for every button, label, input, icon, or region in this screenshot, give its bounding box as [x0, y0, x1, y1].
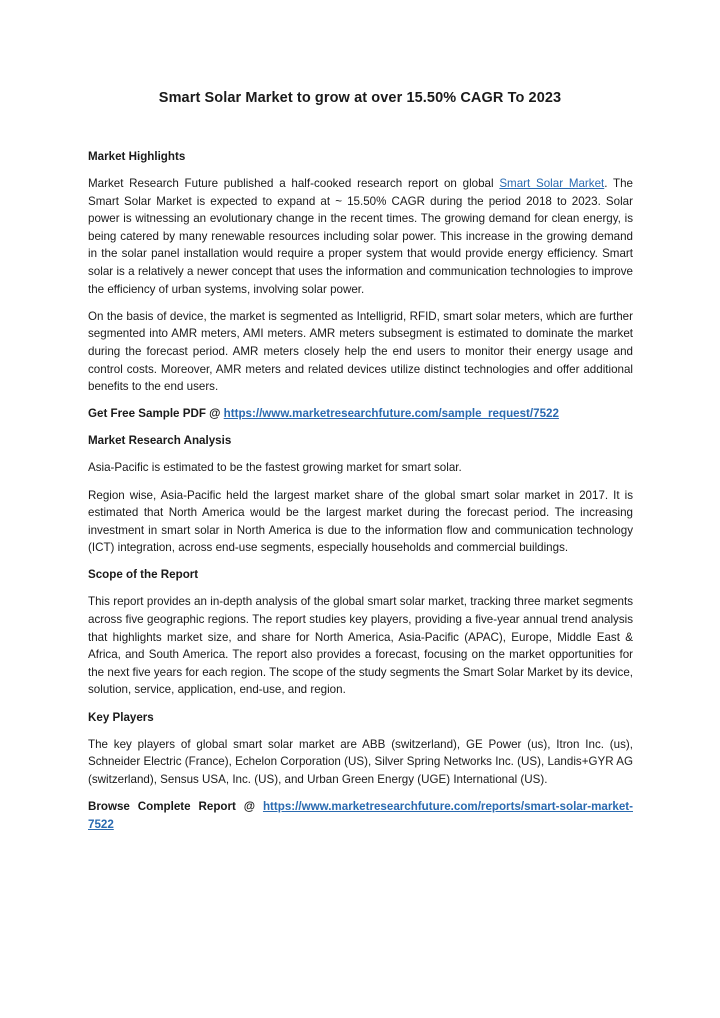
section-heading-scope: Scope of the Report [88, 568, 199, 582]
sample-pdf-link[interactable]: https://www.marketresearchfuture.com/sample_request/7522 [223, 407, 559, 421]
section-heading-research-analysis: Market Research Analysis [88, 434, 232, 448]
paragraph-analysis-summary: Asia-Pacific is estimated to be the fastest growing market for smart solar. [88, 461, 462, 475]
paragraph-key-players: The key players of global smart solar market are ABB (switzerland), GE Power (us), Itron Inc. (us), Schneider Electric (France), Echelon Corporation (US), Silver Spring Networks Inc. (US), Landis+GYR AG (switzerland), Sensus USA, Inc. (US), and Urban Green Energy (UGE) International (US). [88, 737, 633, 786]
paragraph-highlights-intro [88, 175, 633, 298]
paragraph-text: Market Research Future published a half-cooked research report on global [88, 177, 500, 191]
paragraph-text: . The Smart Solar Market is expected to expand at ~ 15.50% CAGR during the period 2018 to 2023. Solar power is witnessing an evolutionary change in the recent times. The growing demand for clean energy, is being catered by many renewable resources including solar power. This increase in the growing demand in the solar panel installation would require a proper system that would provide energy efficiency. Smart solar is a relatively a newer concept that uses the information and communication technologies to improve the efficiency of urban systems, involving solar power. [88, 177, 633, 296]
page-title: Smart Solar Market to grow at over 15.50% CAGR To 2023 [158, 90, 562, 106]
smart-solar-market-link[interactable]: Smart Solar Market [499, 177, 605, 191]
browse-report-line [88, 798, 633, 833]
paragraph-device-segmentation: On the basis of device, the market is segmented as Intelligrid, RFID, smart solar meters, which are further segmented into AMR meters, AMI meters. AMR meters subsegment is estimated to dominate the market during the forecast period. AMR meters closely help the end users to monitor their energy usage and control costs. Moreover, AMR meters and related devices utilize distinct technologies and offer additional benefits to the end users. [88, 309, 633, 394]
paragraph-scope: This report provides an in-depth analysis of the global smart solar market, tracking three market segments across five geographic regions. The report studies key players, providing a five-year annual trend analysis that highlights market size, and share for North America, Asia-Pacific (APAC), Europe, Middle East & Africa, and South America. The report also provides a forecast, focusing on the market opportunities for the next five years for each region. The scope of the study segments the Smart Solar Market by its device, solution, service, application, end-use, and region. [88, 595, 633, 697]
paragraph-analysis-regions: Region wise, Asia-Pacific held the largest market share of the global smart solar market in 2017. It is estimated that North America would be the largest market during the forecast period. The increasing investment in smart solar in North America is due to the information flow and communication technology (ICT) integration, across end-use segments, especially households and commercial buildings. [88, 488, 633, 555]
section-heading-key-players: Key Players [88, 710, 154, 724]
browse-report-label: Browse Complete Report @ [88, 799, 263, 813]
section-heading-market-highlights: Market Highlights [88, 150, 186, 163]
browse-report-link[interactable]: https://www.marketresearchfuture.com/reports/smart-solar-market-7522 [88, 799, 633, 831]
document-body [88, 148, 633, 843]
sample-pdf-line [88, 405, 633, 423]
sample-pdf-label: Get Free Sample PDF @ [88, 407, 224, 421]
